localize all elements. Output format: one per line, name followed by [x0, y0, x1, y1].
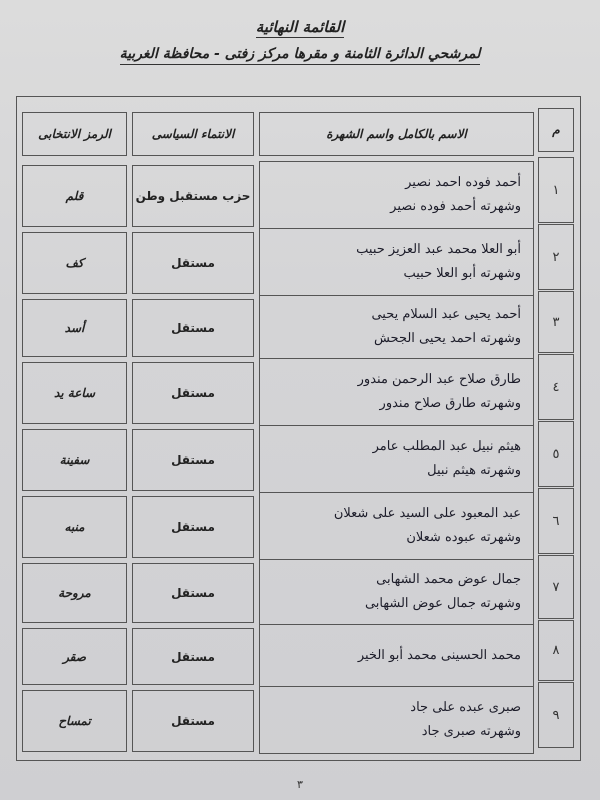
cell-number: ٤	[538, 354, 574, 420]
header-name: الاسم بالكامل واسم الشهرة	[259, 112, 534, 156]
cell-party: مستقل	[132, 429, 254, 491]
cell-number: ٢	[538, 224, 574, 290]
page-number: ٣	[297, 778, 303, 791]
cell-number: ٩	[538, 682, 574, 748]
page-subtitle	[0, 46, 600, 62]
cell-number: ٥	[538, 421, 574, 487]
cell-party: مستقل	[132, 232, 254, 294]
cell-number: ٧	[538, 555, 574, 619]
candidate-full-name: طارق صلاح عبد الرحمن مندور	[357, 372, 521, 387]
candidate-full-name: أحمد يحيى عبد السلام يحيى	[371, 307, 521, 322]
candidate-known-name: وشهرته هيثم نبيل	[427, 463, 521, 478]
candidate-known-name: وشهرته طارق صلاح مندور	[379, 396, 521, 411]
candidate-known-name: وشهرته أحمد فوده نصير	[390, 199, 521, 214]
cell-party: مستقل	[132, 563, 254, 623]
candidate-full-name: أحمد فوده احمد نصير	[405, 175, 521, 190]
cell-symbol: كف	[22, 232, 127, 294]
cell-party: مستقل	[132, 299, 254, 357]
cell-symbol: منبه	[22, 496, 127, 558]
cell-name	[259, 559, 534, 625]
cell-name	[259, 686, 534, 754]
cell-name	[259, 358, 534, 426]
cell-symbol: ساعة يد	[22, 362, 127, 424]
cell-name	[259, 228, 534, 296]
candidate-known-name: وشهرته احمد يحيى الجحش	[373, 331, 521, 346]
cell-party: مستقل	[132, 496, 254, 558]
cell-name	[259, 492, 534, 560]
cell-symbol: قلم	[22, 165, 127, 227]
candidate-full-name: أبو العلا محمد عبد العزيز حبيب	[356, 242, 521, 257]
title-text: القائمة النهائية	[255, 18, 345, 36]
candidate-full-name: هيثم نبيل عبد المطلب عامر	[372, 439, 521, 454]
cell-symbol: سفينة	[22, 429, 127, 491]
subtitle-text: لمرشحي الدائرة الثامنة و مقرها مركز زفتى - محافظة الغربية	[120, 46, 481, 65]
cell-symbol: أسد	[22, 299, 127, 357]
cell-number: ٦	[538, 488, 574, 554]
cell-symbol: تمساح	[22, 690, 127, 752]
cell-number: ١	[538, 157, 574, 223]
cell-name	[259, 624, 534, 687]
candidate-full-name: محمد الحسينى محمد أبو الخير	[357, 647, 521, 663]
header-party: الانتماء السياسى	[132, 112, 254, 156]
candidate-full-name: صبرى عبده على جاد	[410, 700, 521, 715]
cell-name	[259, 295, 534, 359]
cell-symbol: صقر	[22, 628, 127, 685]
cell-party: حزب مستقبل وطن	[132, 165, 254, 227]
candidate-known-name: وشهرته أبو العلا حبيب	[403, 266, 521, 281]
page-title	[0, 18, 600, 36]
cell-party: مستقل	[132, 362, 254, 424]
cell-party: مستقل	[132, 690, 254, 752]
candidate-full-name: جمال عوض محمد الشهابى	[376, 572, 521, 587]
header-number: م	[538, 108, 574, 152]
candidate-known-name: وشهرته عبوده شعلان	[406, 530, 521, 545]
candidate-known-name: وشهرته جمال عوض الشهابى	[364, 596, 521, 611]
cell-name	[259, 425, 534, 493]
cell-party: مستقل	[132, 628, 254, 685]
cell-symbol: مروحة	[22, 563, 127, 623]
cell-number: ٣	[538, 291, 574, 353]
cell-number: ٨	[538, 620, 574, 681]
candidate-full-name: عبد المعبود على السيد على شعلان	[333, 506, 521, 521]
cell-name	[259, 161, 534, 229]
candidate-known-name: وشهرته صبرى جاد	[421, 724, 521, 739]
header-symbol: الرمز الانتخابى	[22, 112, 127, 156]
